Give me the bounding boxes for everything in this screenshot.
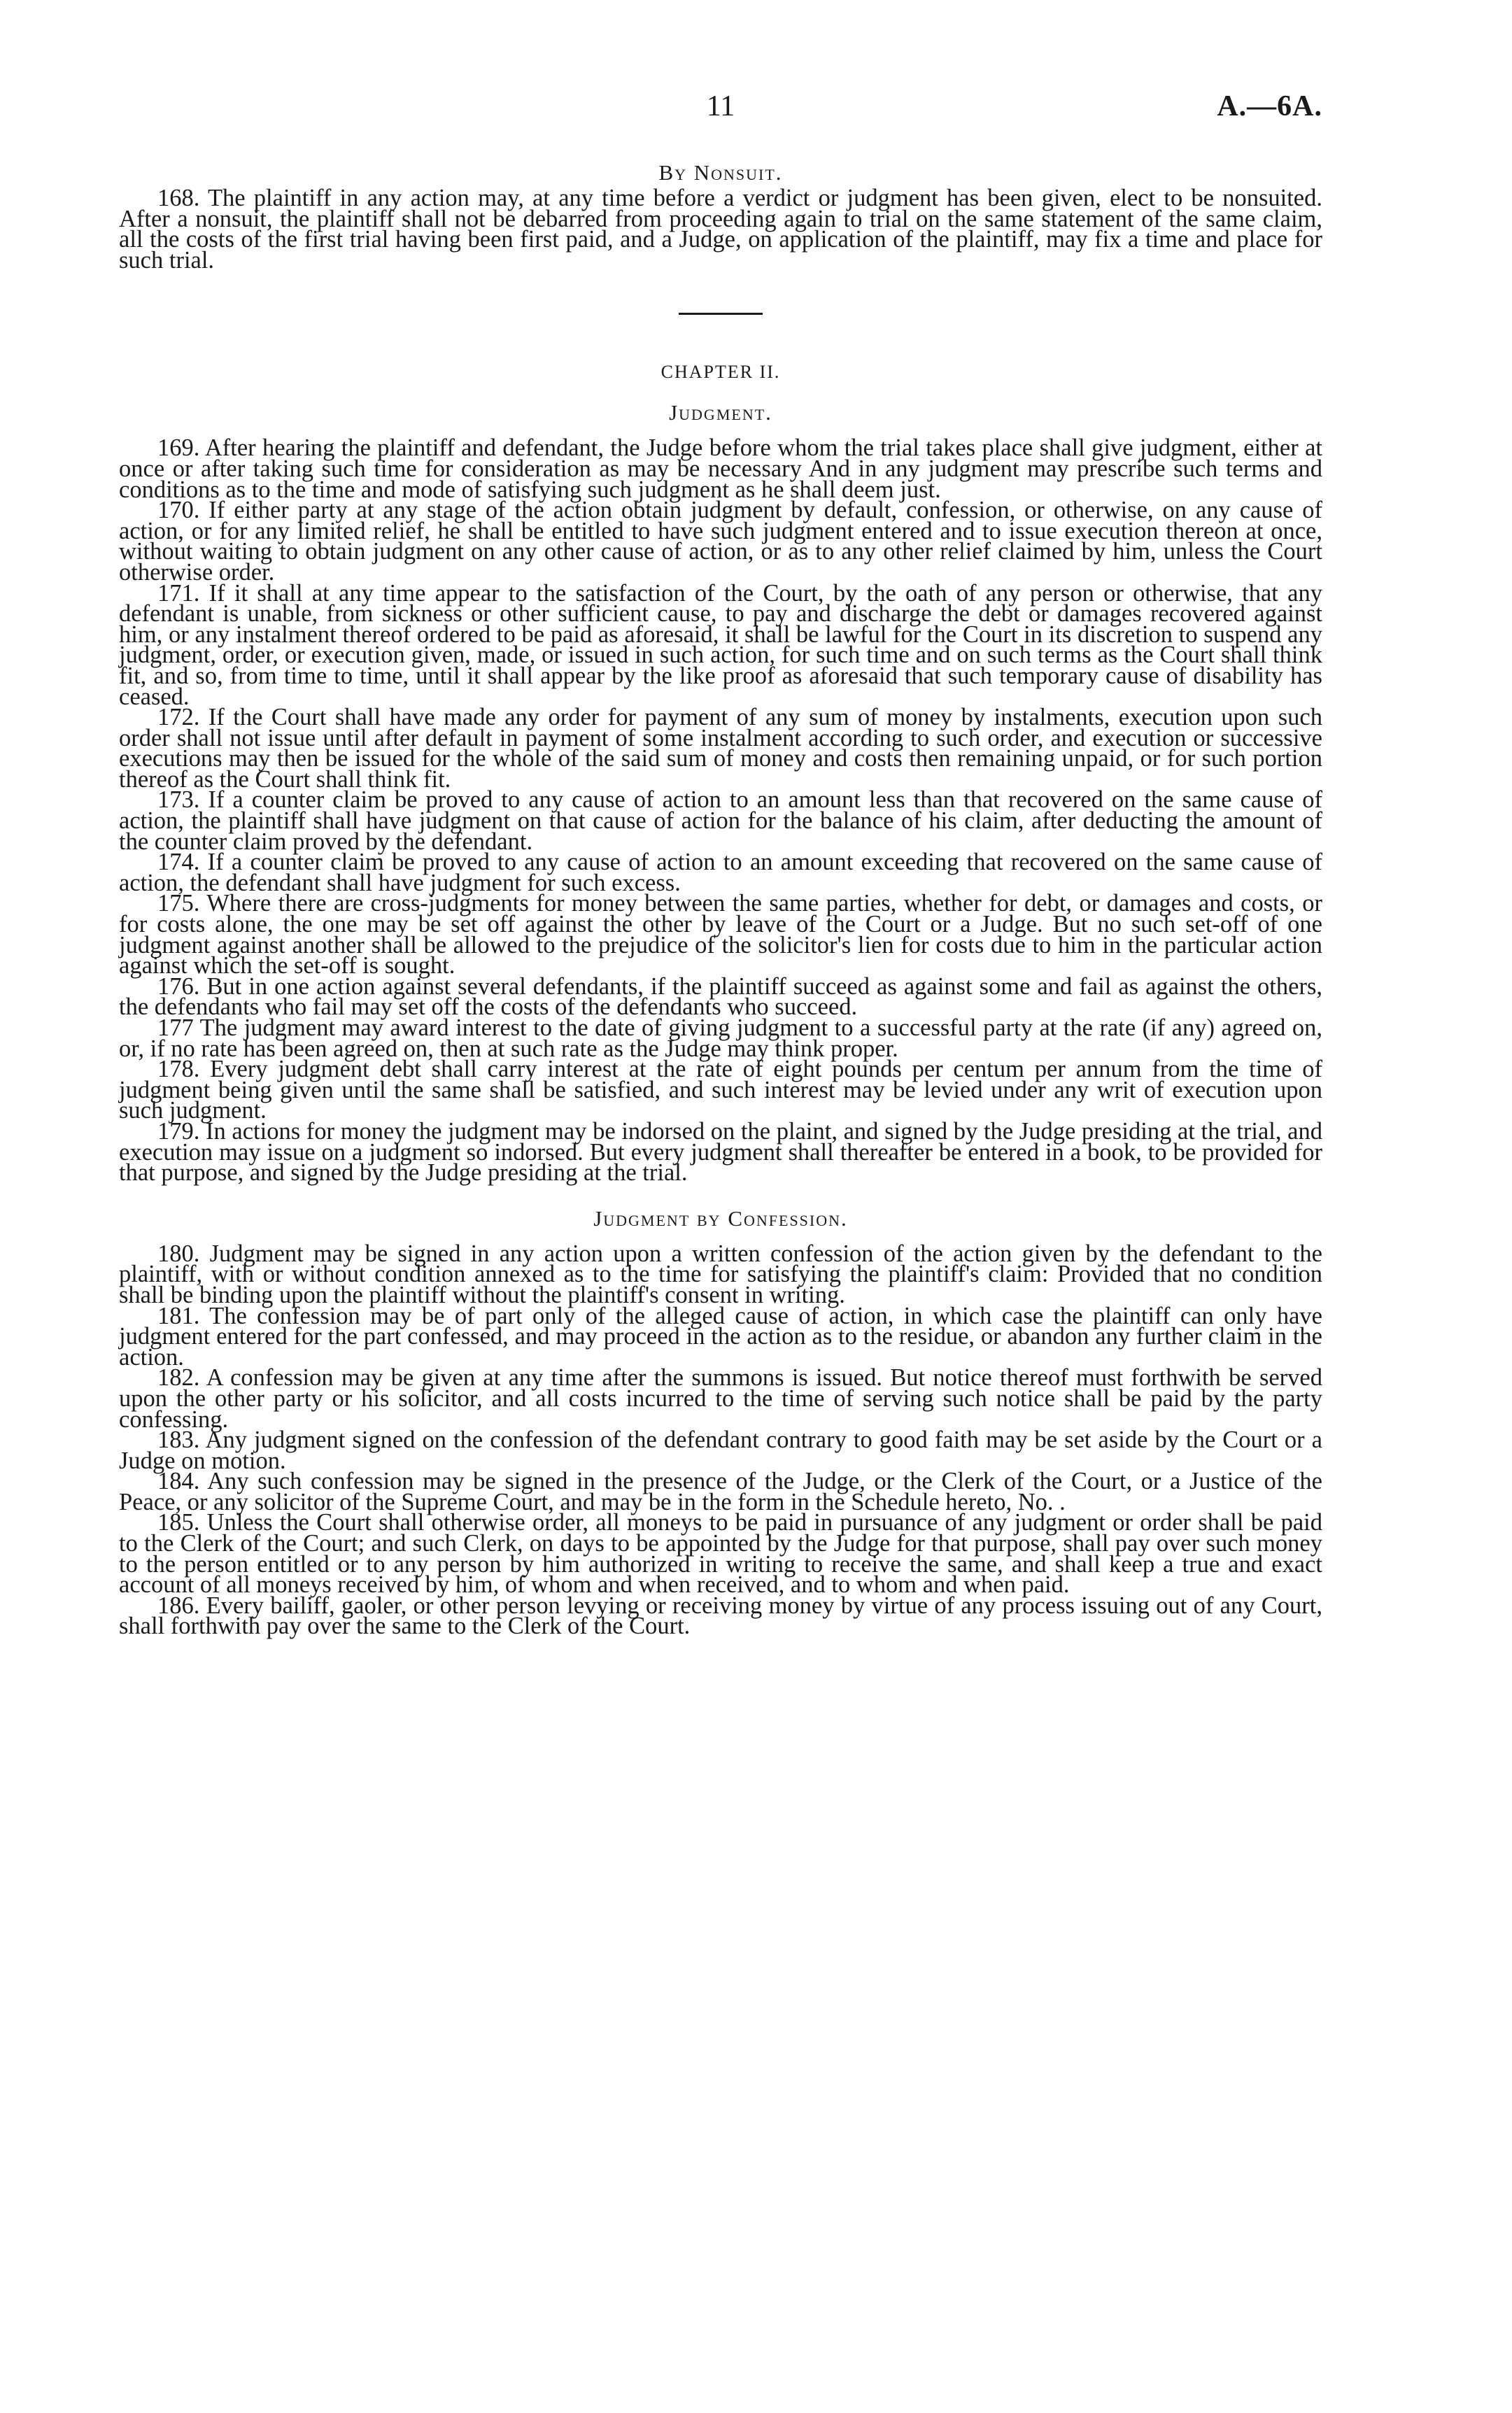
chapter-heading: Judgment. [669, 400, 772, 425]
section-174: 174. If a counter claim be proved to any cause of action to an amount exceeding that recovered on the same cause of action, the defendant shall have judgment for such excess. [119, 849, 1322, 896]
section-175: 175. Where there are cross-judgments for money between the same parties, whether for debt, or damages and costs, or for costs alone, the one may be set off against the other by leave of the Court or a Judge. But no such set-off of one judgment against another shall be allowed to the prejudice of the solicitor's lien for costs due to him in the particular action against which the set-off is sought. [119, 890, 1322, 979]
section-173: 173. If a counter claim be proved to any cause of action to an amount less than that recovered on the same cause of action, the plaintiff shall have judgment on that cause of action for the balance of his claim, after deducting the amount of the counter claim proved by the defendant. [119, 786, 1322, 855]
section-182: 182. A confession may be given at any time after the summons is issued. But notice thereof must forthwith be served upon the other party or his solicitor, and all costs incurred to the time of serving such notice shall be paid by the party confessing. [119, 1364, 1322, 1433]
page-header [119, 90, 1322, 132]
document-reference: A.—6A. [1217, 90, 1322, 122]
section-183: 183. Any judgment signed on the confession of the defendant contrary to good faith may be set aside by the Court or a Judge on motion. [119, 1427, 1322, 1474]
section-180: 180. Judgment may be signed in any action upon a written confession of the action given by the defendant to the plaintiff, with or without condition annexed as to the time for satisfying the plaintiff's claim: Provided that no condition shall be binding upon the plaintiff without the plaintiff's consent in writing. [119, 1240, 1322, 1308]
section-184: 184. Any such confession may be signed in the presence of the Judge, or the Clerk of the Court, or a Justice of the Peace, or any solicitor of the Supreme Court, and may be in the form in the Schedule hereto, No. . [119, 1468, 1322, 1515]
section-177: 177 The judgment may award interest to the date of giving judgment to a successful party at the rate (if any) agreed on, or, if no rate has been agreed on, then at such rate as the Judge may think proper. [119, 1014, 1322, 1062]
confession-paragraphs [119, 1240, 1322, 1640]
section-heading-confession: Judgment by Confession. [593, 1205, 848, 1231]
section-168: 168. The plaintiff in any action may, at any time before a verdict or judgment has been given, elect to be nonsuited. After a nonsuit, the plaintiff shall not be debarred from proceeding again to trial on the same statement of the same claim, all the costs of the first trial having been first paid, and a Judge, on application of the plaintiff, may fix a time and place for such trial. [119, 185, 1322, 274]
section-172: 172. If the Court shall have made any order for payment of any sum of money by instalments, execution upon such order shall not issue until after default in payment of some instalment according to such order, and execution or successive executions may then be issued for the whole of the said sum of money and costs then remaining unpaid, or for such portion thereof as the Court shall think fit. [119, 704, 1322, 793]
section-185: 185. Unless the Court shall otherwise order, all moneys to be paid in pursuance of any judgment or order shall be paid to the Clerk of the Court; and such Clerk, on days to be appointed by the Judge for that purpose, shall pay over such money to the person entitled or to any person by him authorized in writing to receive the same, and shall keep a true and exact account of all moneys received by him, of whom and when received, and to whom and when paid. [119, 1509, 1322, 1599]
section-186: 186. Every bailiff, gaoler, or other person levying or receiving money by virtue of any process issuing out of any Court, shall forthwith pay over the same to the Clerk of the Court. [119, 1592, 1322, 1640]
section-181: 181. The confession may be of part only of the alleged cause of action, in which case the plaintiff can only have judgment entered for the part confessed, and may proceed in the action as to the residue, or abandon any further claim in the action. [119, 1302, 1322, 1371]
page-body [119, 157, 1322, 1640]
chapter-title: CHAPTER II. [660, 362, 781, 383]
section-178: 178. Every judgment debt shall carry interest at the rate of eight pounds per centum per annum from the time of judgment being given until the same shall be satisfied, and such interest may be levied under any writ of execution upon such judgment. [119, 1056, 1322, 1124]
nonsuit-paragraphs [119, 185, 1322, 274]
section-176: 176. But in one action against several defendants, if the plaintiff succeed as against some and fail as against the others, the defendants who fail may set off the costs of the defendants who succeed. [119, 972, 1322, 1021]
page-number: 11 [706, 90, 735, 122]
section-170: 170. If either party at any stage of the action obtain judgment by default, confession, or otherwise, on any cause of action, or for any limited relief, he shall be entitled to have such judgment entered and to issue execution thereon at once, without waiting to obtain judgment on any other cause of action, or as to any other relief claimed by him, unless the Court otherwise order. [119, 497, 1322, 586]
section-169: 169. After hearing the plaintiff and defendant, the Judge before whom the trial takes place shall give judgment, either at once or after taking such time for consideration as may be necessary And in any judgment may prescribe such terms and conditions as to the time and mode of satisfying such judgment as he shall deem just. [119, 434, 1322, 503]
judgment-paragraphs [119, 434, 1322, 1187]
section-heading-nonsuit: By Nonsuit. [658, 160, 783, 185]
section-179: 179. In actions for money the judgment may be indorsed on the plaint, and signed by the Judge presiding at the trial, and execution may issue on a judgment so indorsed. But every judgment shall thereafter be entered in a book, to be provided for that purpose, and signed by the Judge presiding at the trial. [119, 1117, 1322, 1187]
section-171: 171. If it shall at any time appear to the satisfaction of the Court, by the oath of any person or otherwise, that any defendant is unable, from sickness or other sufficient cause, to pay and discharge the debt or damages recovered against him, or any instalment thereof ordered to be paid as aforesaid, it shall be lawful for the Court in its discretion to suspend any judgment, order, or execution given, made, or issued in such action, for such time and on such terms as the Court shall think fit, and so, from time to time, until it shall appear by the like proof as aforesaid that such temporary cause of disability has ceased. [119, 579, 1322, 710]
